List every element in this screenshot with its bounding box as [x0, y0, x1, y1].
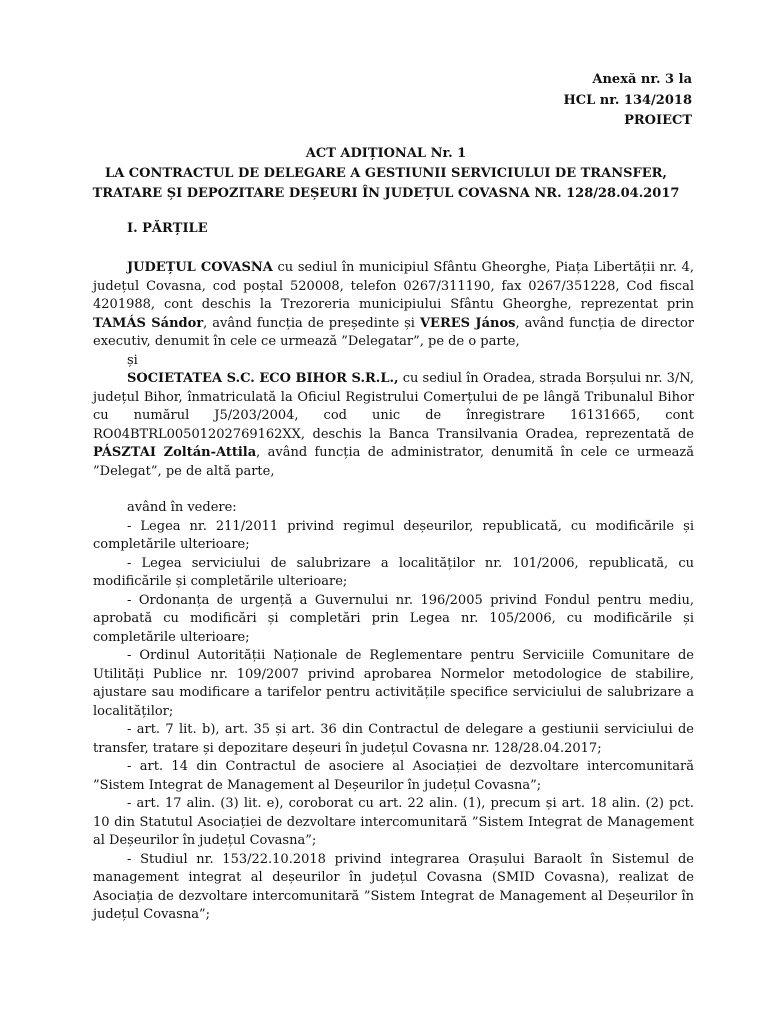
- list-item: - art. 14 din Contractul de asociere al Asociației de dezvoltare intercomunitară ”Sistem Integrat de Management al Deșeurilor în județul Covasna”;: [93, 759, 694, 793]
- document-body: [93, 259, 694, 925]
- party1-name: JUDEȚUL COVASNA: [127, 260, 273, 275]
- conjunction: și: [127, 352, 138, 368]
- list-item: - Ordinul Autorității Naționale de Reglementare pentru Serviciile Comunitare de Utilități Publice nr. 109/2007 privind aprobarea Normelor metodologice de stabilire, ajustare sau modificare a tarifelor pentru activitățile specifice serviciului de salubrizare a localităților;: [93, 648, 694, 719]
- list-item: - Legea serviciului de salubrizare a localităților nr. 101/2006, republicată, cu modificările și completările ulterioare;: [93, 555, 694, 589]
- list-item: - Studiul nr. 153/22.10.2018 privind integrarea Orașului Baraolt în Sistemul de management integrat al deșeurilor în județul Covasna (SMID Covasna), realizat de Asociația de dezvoltare intercomunitară ”Sistem Integrat de Management al Deșeurilor în județul Covasna”;: [93, 851, 694, 922]
- annex-header: [563, 70, 692, 132]
- document-title: [76, 144, 696, 204]
- title-line-1: ACT ADIȚIONAL Nr. 1: [305, 146, 467, 161]
- party2-text1: cu sediul în Oradea, strada Borșului nr. 3/N, județul Bihor, înmatriculată la Oficiul Registrului Comerțului de pe lângă Tribunalul Bihor cu numărul J5/203/2004, cod unic de înregistrare 16131665, cont RO04BTRL00501202769162XX, deschis la Banca Transilvania Oradea, reprezentată de: [93, 371, 694, 442]
- party2-paragraph: [93, 370, 694, 481]
- party1-rep2: VERES János: [419, 315, 516, 331]
- party1-text2: , având funcția de președinte și: [203, 315, 420, 331]
- list-item: - art. 17 alin. (3) lit. e), coroborat cu art. 22 alin. (1), precum și art. 18 alin. (2) pct. 10 din Statutul Asociației de dezvoltare intercomunitară ”Sistem Integrat de Management al Deșeurilor în județul Covasna”;: [93, 796, 694, 848]
- party1-paragraph: [93, 259, 694, 352]
- list-item: - Legea nr. 211/2011 privind regimul deșeurilor, republicată, cu modificările și completările ulterioare;: [93, 518, 694, 552]
- section-title: I. PĂRȚILE: [127, 221, 208, 236]
- considering-intro: având în vedere:: [127, 500, 237, 515]
- party2-rep: PÁSZTAI Zoltán-Attila: [93, 445, 257, 460]
- title-line-3: TRATARE ȘI DEPOZITARE DEȘEURI ÎN JUDEȚUL COVASNA NR. 128/28.04.2017: [92, 186, 680, 201]
- list-item: - Ordonanța de urgență a Guvernului nr. 196/2005 privind Fondul pentru mediu, aprobată cu modificări și completări prin Legea nr. 105/2006, cu modificările și completările ulterioare;: [93, 592, 694, 645]
- party1-text1: cu sediul în municipiul Sfântu Gheorghe, Piața Libertății nr. 4, județul Covasna, cod poștal 520008, telefon 0267/311190, fax 0267/351228, Cod fiscal 4201988, cont deschis la Trezoreria municipiului Sfântu Gheorghe, reprezentat prin: [93, 260, 694, 312]
- title-line-2: LA CONTRACTUL DE DELEGARE A GESTIUNII SERVICIULUI DE TRANSFER,: [105, 166, 667, 181]
- annex-line: Anexă nr. 3 la: [592, 72, 692, 87]
- list-item: - art. 7 lit. b), art. 35 și art. 36 din Contractul de delegare a gestiunii serviciului de transfer, tratare și depozitare deșeuri în județul Covasna nr. 128/28.04.2017;: [93, 722, 694, 756]
- party1-rep1: TAMÁS Sándor: [93, 315, 204, 331]
- hcl-line: HCL nr. 134/2018: [563, 92, 692, 108]
- party2-name: SOCIETATEA S.C. ECO BIHOR S.R.L.,: [127, 371, 399, 386]
- party1-text3: , având funcția de director executiv, denumit în cele ce urmează ”Delegatar”, pe de o parte,: [93, 315, 694, 349]
- party2-text2: , având funcția de administrator, denumită în cele ce urmează ”Delegat”, pe de altă parte,: [93, 445, 694, 479]
- status-line: PROIECT: [624, 113, 692, 128]
